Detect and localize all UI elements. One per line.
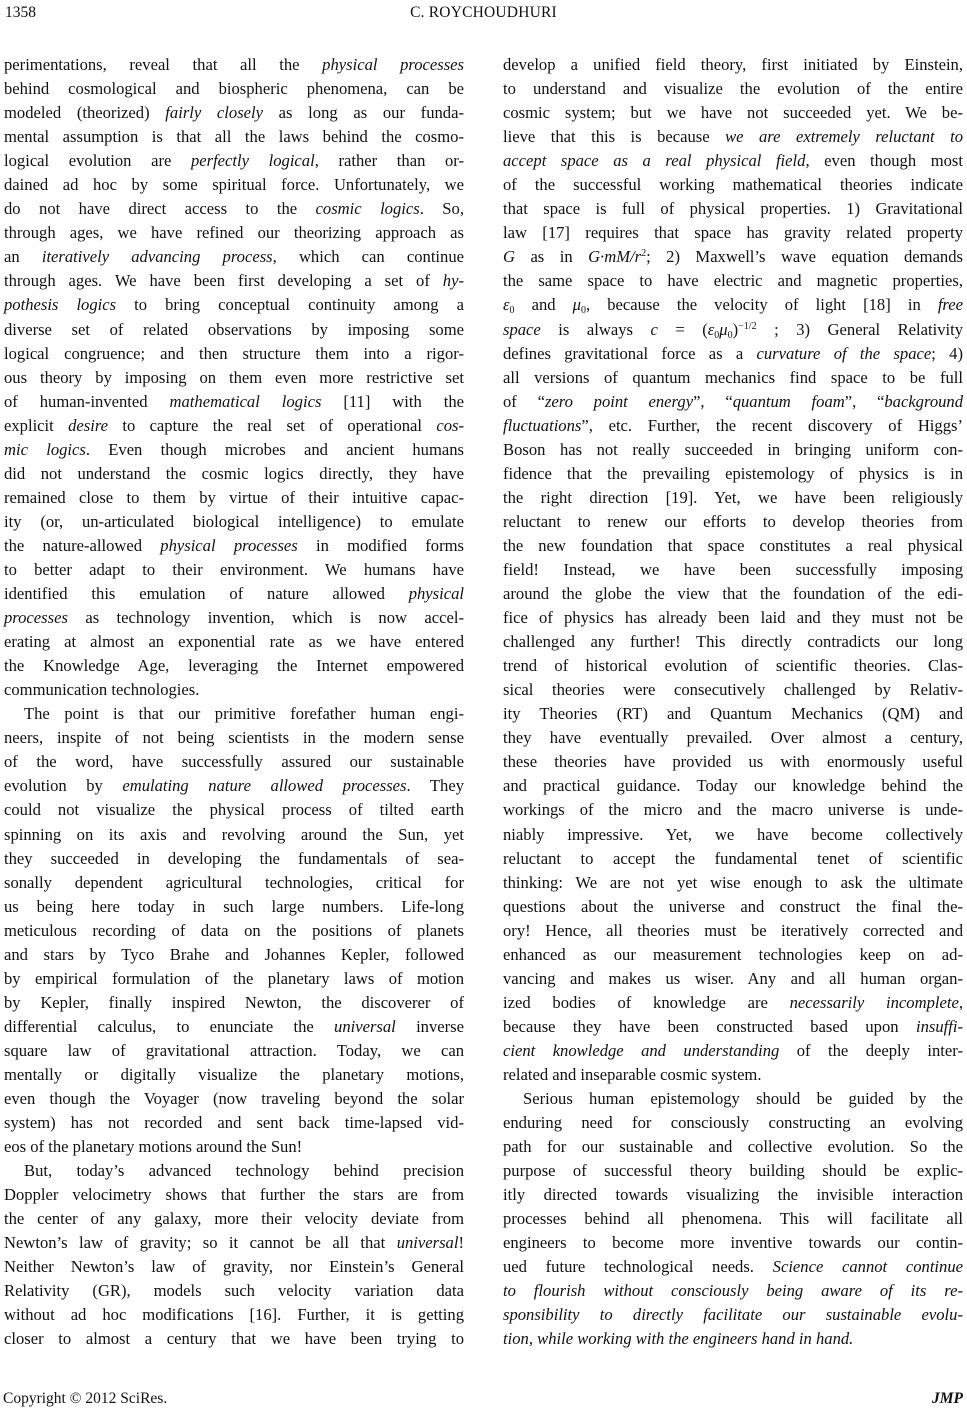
text-line: spinning on its axis and revolving around the Sun, yet	[4, 824, 464, 844]
text-line: engineers to become more inventive towards our contin-	[503, 1233, 963, 1253]
text-line: could not visualize the physical process of tilted earth	[4, 800, 464, 820]
emphasis: tion	[503, 1329, 529, 1349]
text-line: processes as technology invention, which is now accel-	[4, 608, 464, 628]
text-line: challenged any further! This directly contradicts our long	[503, 632, 963, 652]
text-line: us being here today in such large numbers. Life-long	[4, 896, 464, 916]
text-line: enduring need for consciously constructing an evolving	[503, 1113, 963, 1133]
emphasis: insuffi-	[915, 1016, 963, 1036]
text-line: itly directed towards visualizing the invisible interaction	[503, 1185, 963, 1205]
text-line: erating at almost an exponential rate as we have entered	[4, 632, 464, 652]
superscript: −1/2	[738, 320, 757, 332]
emphasis: perfectly logical	[190, 151, 315, 171]
text-line: by Kepler, finally inspired Newton, the discoverer of	[4, 992, 464, 1012]
text-line: to better adapt to their environment. We humans have	[4, 559, 464, 579]
text-line: and practical guidance. Today our knowledge behind the	[503, 776, 963, 796]
text-line: purpose of successful theory building should be explic-	[503, 1161, 963, 1181]
paragraph	[4, 702, 464, 1159]
text-line: even though the Voyager (now traveling beyond the solar	[4, 1089, 464, 1109]
text-line: the Knowledge Age, leveraging the Internet empowered	[4, 656, 464, 676]
emphasis: necessarily incomplete	[789, 992, 959, 1012]
text-line: ory! Hence, all theories must be iteratively corrected and	[503, 920, 963, 940]
text-line: they have eventually prevailed. Over almost a century,	[503, 728, 963, 748]
subscript: 0	[727, 329, 733, 341]
text-line	[503, 1279, 963, 1303]
text-line: because they have been constructed based upon insuffi-	[503, 1016, 963, 1036]
emphasis: processes	[4, 608, 68, 628]
text-line: the right direction [19]. Yet, we have been religiously	[503, 487, 963, 507]
text-line: mic logics. Even though microbes and ancient humans	[4, 439, 465, 459]
emphasis: free	[937, 295, 963, 315]
text-line: through ages, we have refined our theorizing approach as	[4, 223, 464, 243]
text-line: differential calculus, to enunciate the universal inverse	[4, 1016, 464, 1036]
text-line: Relativity (GR), models such velocity variation data	[4, 1281, 464, 1301]
text-line	[503, 1303, 963, 1327]
page-header	[0, 4, 967, 24]
text-line: of human-invented mathematical logics [11] with the	[4, 391, 464, 411]
text-line: Serious human epistemology should be guided by the	[523, 1089, 963, 1109]
text-line: Boson has not really succeeded in bringing uniform con-	[503, 439, 963, 459]
text-line: questions about the universe and construct the final the-	[503, 896, 963, 916]
text-line: cosmic system; but we have not succeeded yet. We be-	[503, 103, 963, 123]
text-line: they succeeded in developing the fundamentals of sea-	[4, 848, 464, 868]
emphasis: zero point energy	[544, 391, 694, 411]
text-line: reluctant to renew our efforts to develop theories from	[503, 511, 963, 531]
text-line: processes behind all phenomena. This will facilitate all	[503, 1209, 963, 1229]
text-line: identified this emulation of nature allowed physical	[4, 584, 464, 604]
emphasis: ε	[707, 319, 715, 339]
text-line: But, today’s advanced technology behind precision	[24, 1161, 464, 1181]
text-line: Neither Newton’s law of gravity, nor Einstein’s General	[4, 1257, 464, 1277]
text-line: ity Theories (RT) and Quantum Mechanics (QM) and	[503, 704, 963, 724]
emphasis: fluctuations	[503, 415, 582, 435]
emphasis: μ	[719, 319, 728, 339]
text-line: through ages. We have been first developing a set of hy-	[4, 271, 464, 291]
text-line: did not understand the cosmic logics directly, they have	[4, 463, 464, 483]
text-line: diverse set of related observations by imposing some	[4, 319, 464, 339]
emphasis: sponsibility to directly facilitate our sustainable evolu-	[503, 1305, 963, 1325]
text-line: the center of any galaxy, more their velocity deviate from	[4, 1209, 464, 1229]
emphasis: desire	[68, 415, 109, 435]
text-line: workings of the micro and the macro universe is unde-	[503, 800, 963, 820]
text-line: eos of the planetary motions around the Sun!	[4, 1137, 303, 1157]
text-line: law [17] requires that space has gravity related property	[503, 223, 963, 243]
text-line: dained ad hoc by some spiritual force. Unfortunately, we	[4, 175, 464, 195]
emphasis: G·mM/r	[588, 247, 642, 267]
emphasis: cient knowledge and understanding	[503, 1040, 780, 1060]
emphasis: hy-	[442, 271, 464, 291]
emphasis: accept space as a real physical field	[503, 151, 806, 171]
text-line: communication technologies.	[4, 680, 200, 700]
emphasis: ε	[503, 295, 510, 315]
text-line: accept space as a real physical field, even though most	[503, 151, 963, 171]
emphasis: iteratively advancing process	[41, 247, 273, 267]
text-line: the same space to have electric and magnetic properties,	[503, 271, 963, 291]
text-line: tion, while working with the engineers hand in hand.	[503, 1329, 854, 1349]
text-line: space is always $c = (\varepsilon_0\mu_0)^{-1/2}$ ; 3) General Relativity	[503, 319, 964, 341]
emphasis: curvature of the space	[756, 343, 932, 363]
text-line: Newton’s law of gravity; so it cannot be all that universal!	[4, 1233, 464, 1253]
text-line: to understand and visualize the evolution of the entire	[503, 79, 963, 99]
text-line: fluctuations”, etc. Further, the recent discovery of Higgs’	[503, 415, 963, 435]
emphasis: physical	[408, 584, 464, 604]
text-line: remained close to them by virtue of their intuitive capac-	[4, 487, 464, 507]
text-line: modeled (theorized) fairly closely as long as our funda-	[4, 103, 464, 123]
text-line: fidence that the prevailing epistemology of physics is in	[503, 463, 963, 483]
text-line: logical evolution are perfectly logical, rather than or-	[4, 151, 464, 171]
page-number: 1358	[5, 4, 36, 21]
text-line: cient knowledge and understanding of the deeply inter-	[503, 1040, 964, 1060]
subscript: 0	[581, 305, 587, 317]
text-line: related and inseparable cosmic system.	[503, 1064, 762, 1084]
text-line: the new foundation that space constitutes a real physical	[503, 535, 963, 555]
text-line: path for our sustainable and collective evolution. So the	[503, 1137, 963, 1157]
text-line: all versions of quantum mechanics find space to be full	[503, 367, 963, 387]
right-column	[503, 53, 963, 1352]
text-line: ous theory by imposing on them even more restrictive set	[4, 367, 464, 387]
emphasis: μ	[572, 295, 582, 315]
text-line: The point is that our primitive forefather human engi-	[24, 704, 464, 724]
text-line: ued future technological needs. Science cannot continue	[503, 1257, 963, 1277]
text-line: an iteratively advancing process, which can continue	[4, 247, 464, 267]
emphasis: space	[503, 319, 541, 339]
text-line: logical congruence; and then structure them into a rigor-	[4, 343, 464, 363]
text-line: system) has not recorded and sent back time-lapsed vid-	[4, 1113, 464, 1133]
emphasis: cos-	[436, 415, 464, 435]
text-line: enhanced as our measurement technologies keep on ad-	[503, 944, 963, 964]
text-line: that space is full of physical properties. 1) Gravitational	[503, 199, 963, 219]
text-line: of “zero point energy”, “quantum foam”, “background	[503, 391, 964, 411]
subscript: 0	[714, 329, 720, 341]
paragraph	[503, 1087, 963, 1352]
emphasis: G	[503, 247, 515, 267]
text-line: of the word, have successfully assured our sustainable	[4, 752, 464, 772]
text-line: fice of physics has already been laid and they must not be	[503, 608, 963, 628]
text-line: around the globe the view that the foundation of the edi-	[503, 584, 963, 604]
emphasis: mic logics	[4, 439, 86, 459]
emphasis: physical processes	[322, 55, 464, 74]
text-line: niably impressive. Yet, we have become collectively	[503, 824, 963, 844]
emphasis: cosmic logics	[315, 199, 420, 219]
emphasis: pothesis logics	[4, 295, 117, 315]
emphasis: emulating nature allowed processes	[122, 776, 407, 796]
subscript: 0	[509, 305, 515, 317]
copyright-notice: Copyright © 2012 SciRes.	[3, 1390, 168, 1407]
text-line: by empirical formulation of the planetary laws of motion	[4, 968, 464, 988]
emphasis: background	[884, 391, 964, 411]
emphasis: universal	[396, 1233, 459, 1253]
text-line: of the successful working mathematical theories indicate	[503, 175, 963, 195]
text-line: ized bodies of knowledge are necessarily incomplete,	[503, 992, 963, 1012]
text-line: the nature-allowed physical processes in modified forms	[4, 535, 464, 555]
text-line: thinking: We are not yet wise enough to ask the ultimate	[503, 872, 963, 892]
journal-abbreviation: JMP	[932, 1390, 963, 1407]
emphasis: to flourish without consciously being aware of its re-	[503, 1281, 963, 1301]
paragraph	[4, 53, 464, 702]
emphasis: c	[650, 319, 658, 339]
running-title: C. ROYCHOUDHURI	[410, 4, 557, 21]
text-line: lieve that this is because we are extremely reluctant to	[503, 127, 963, 147]
paragraph	[4, 1159, 464, 1351]
text-line: neers, inspite of not being scientists in the modern sense	[4, 728, 464, 748]
text-line: reluctant to accept the fundamental tenet of scientific	[503, 848, 963, 868]
text-line: do not have direct access to the cosmic logics. So,	[4, 199, 464, 219]
text-line: without ad hoc modifications [16]. Further, it is getting	[4, 1305, 464, 1325]
emphasis: Science cannot continue	[772, 1257, 963, 1277]
text-line: behind cosmological and biospheric phenomena, can be	[4, 79, 464, 99]
text-line: these theories have provided us with enormously useful	[503, 752, 963, 772]
text-line: explicit desire to capture the real set of operational cos-	[4, 415, 464, 435]
emphasis: quantum foam	[732, 391, 845, 411]
emphasis: we are extremely reluctant to	[725, 127, 963, 147]
emphasis: while working with the engineers hand in hand.	[537, 1329, 854, 1349]
text-line: sical theories were consecutively challenged by Relativ-	[503, 680, 963, 700]
text-line: ity (or, un-articulated biological intelligence) to emulate	[4, 511, 464, 531]
text-line: G as in $G\cdot mM/r^2$; 2) Maxwell’s wave equation demands	[503, 247, 963, 267]
emphasis: mathematical logics	[169, 391, 322, 411]
emphasis: fairly closely	[165, 103, 263, 123]
text-line: perimentations, reveal that all the physical processes	[4, 55, 464, 74]
left-column	[4, 53, 464, 1352]
text-line: and stars by Tyco Brahe and Johannes Kepler, followed	[4, 944, 464, 964]
text-line: closer to almost a century that we have been trying to	[4, 1329, 464, 1349]
text-line: meticulous recording of data on the positions of planets	[4, 920, 464, 940]
superscript: 2	[641, 248, 647, 260]
text-line: mentally or digitally visualize the planetary motions,	[4, 1064, 464, 1084]
text-line: mental assumption is that all the laws behind the cosmo-	[4, 127, 464, 147]
text-line: vancing and makes us wiser. Any and all human organ-	[503, 968, 963, 988]
text-line: defines gravitational force as a curvature of the space; 4)	[503, 343, 963, 363]
text-line: sonally dependent agricultural technologies, critical for	[4, 872, 464, 892]
paragraph	[503, 53, 963, 1087]
text-line: evolution by emulating nature allowed processes. They	[4, 776, 465, 796]
text-line: develop a unified field theory, first initiated by Einstein,	[503, 55, 963, 74]
text-line: square law of gravitational attraction. Today, we can	[4, 1040, 464, 1060]
emphasis: universal	[334, 1016, 396, 1036]
emphasis: physical processes	[160, 535, 298, 555]
text-line: trend of historical evolution of scientific theories. Clas-	[503, 656, 963, 676]
text-line: pothesis logics to bring conceptual continuity among a	[4, 295, 464, 315]
text-line: $\varepsilon_0$ and $\mu_0$, because the velocity of light [18] in free	[503, 295, 963, 317]
text-line: field! Instead, we have been successfully imposing	[503, 559, 963, 579]
text-line: Doppler velocimetry shows that further the stars are from	[4, 1185, 464, 1205]
page-footer	[0, 1390, 967, 1410]
